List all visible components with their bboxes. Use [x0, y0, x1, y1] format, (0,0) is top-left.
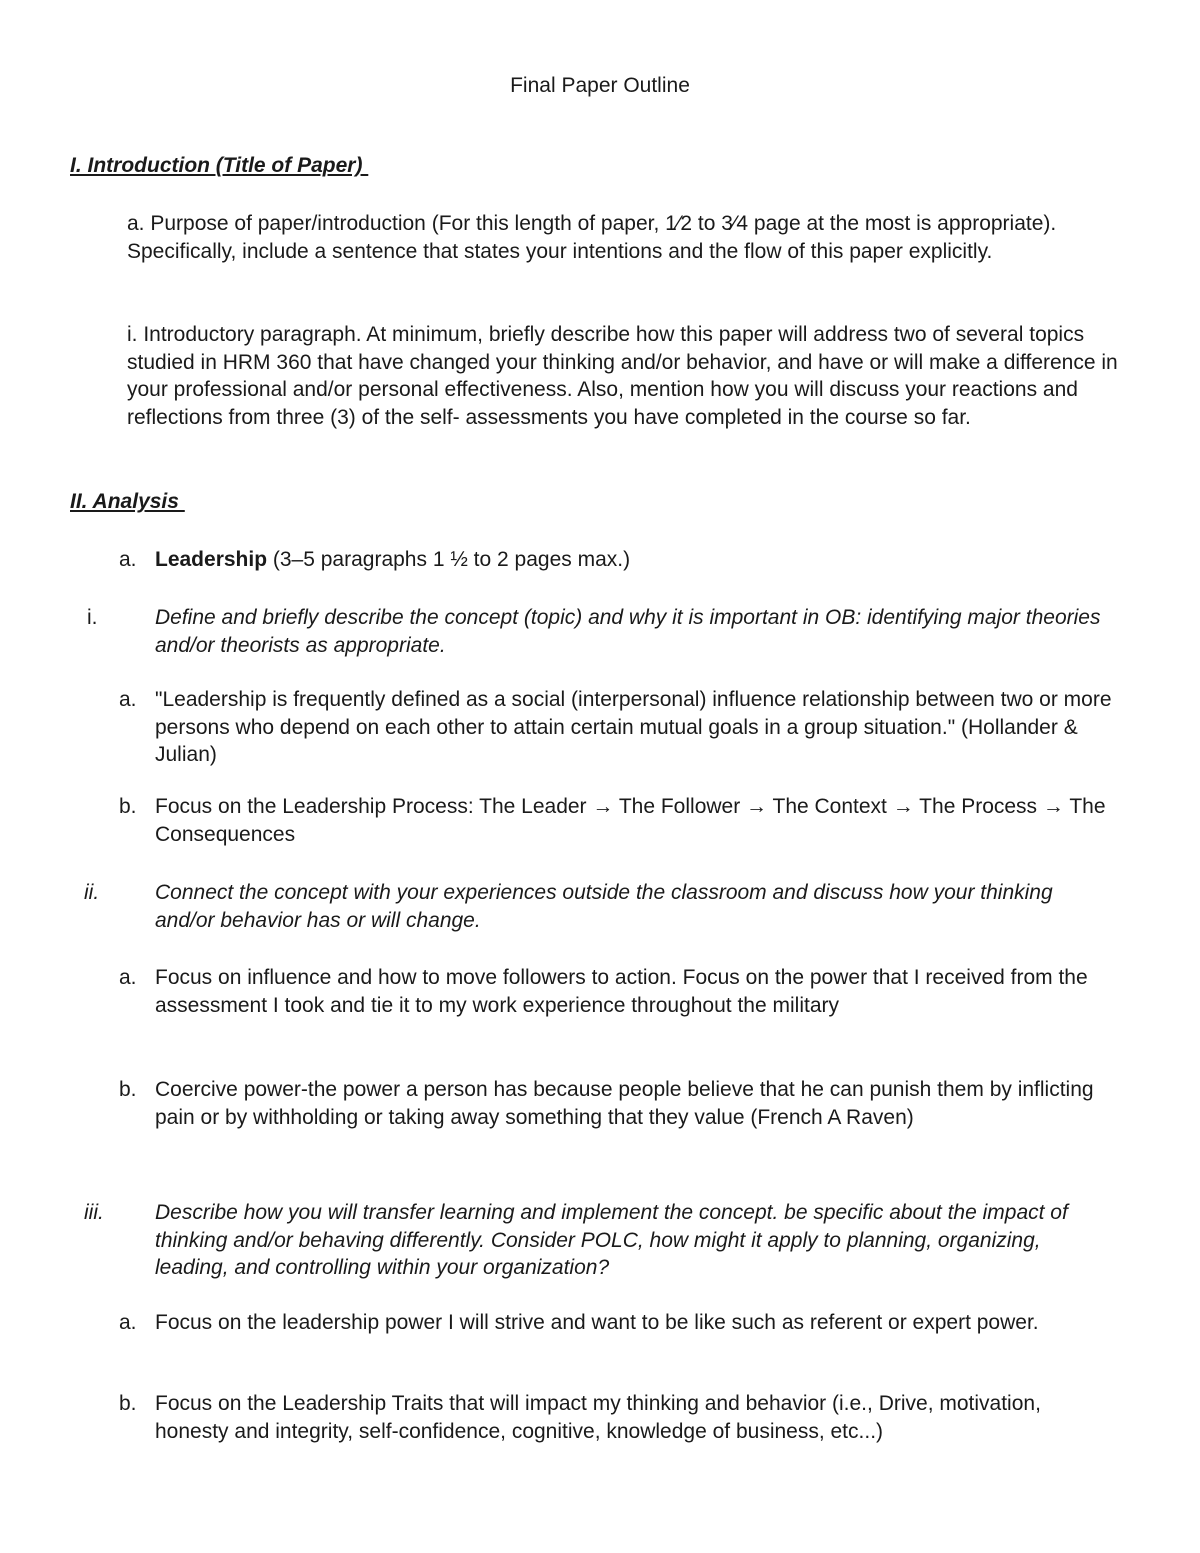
leadership-line — [155, 546, 1115, 574]
section-heading-introduction: I. Introduction (Title of Paper) — [70, 154, 369, 177]
section-heading-analysis: II. Analysis — [70, 490, 185, 513]
list-item-text: Focus on the leadership power I will strive and want to be like such as referent or expert power. — [155, 1311, 1039, 1334]
list-marker: i. — [87, 606, 98, 629]
list-marker: a. — [119, 688, 137, 711]
list-marker: b. — [119, 1078, 137, 1101]
list-item-text: Define and briefly describe the concept (topic) and why it is important in OB: identifying major theories and/or theorists as appropriate. — [155, 606, 1101, 657]
list-item-text: Coercive power-the power a person has because people believe that he can punish them by inflicting pain or by withholding or taking away something that they value (French A Raven) — [155, 1078, 1094, 1129]
list-item-text: Focus on influence and how to move followers to action. Focus on the power that I received from the assessment I took and tie it to my work experience throughout the military — [155, 966, 1088, 1017]
list-item-text: Focus on the Leadership Traits that will impact my thinking and behavior (i.e., Drive, motivation, honesty and integrity, self-confidence, cognitive, knowledge of business, etc...) — [155, 1392, 1041, 1443]
leadership-detail: (3–5 paragraphs 1 ½ to 2 pages max.) — [267, 548, 631, 571]
list-marker: a. — [119, 1311, 137, 1334]
introductory-paragraph: i. Introductory paragraph. At minimum, briefly describe how this paper will address two of several topics studied in HRM 360 that have changed your thinking and/or behavior, and have or will make a difference in your professional and/or personal effectiveness. Also, mention how you will discuss your reactions and reflections from three (3) of the self- assessments you have completed in the course so far. — [127, 323, 1118, 429]
list-marker: ii. — [84, 881, 100, 904]
list-item-text: "Leadership is frequently defined as a social (interpersonal) influence relationship between two or more persons who depend on each other to attain certain mutual goals in a group situation." (Hollander & Julian) — [155, 688, 1112, 766]
list-marker: b. — [119, 1392, 137, 1415]
list-item-text: Describe how you will transfer learning and implement the concept. be specific about the impact of thinking and/or behaving differently. Consider POLC, how might it apply to planning, organizing, leading, and controlling within your organization? — [155, 1201, 1068, 1279]
list-marker: a. — [119, 548, 137, 571]
document-title: Final Paper Outline — [510, 74, 690, 97]
list-marker: b. — [119, 795, 137, 818]
list-item-text: Focus on the Leadership Process: The Leader → The Follower → The Context → The Process → The Consequences — [155, 795, 1106, 846]
list-marker: a. — [119, 966, 137, 989]
leadership-label: Leadership — [155, 548, 268, 571]
list-item-text: Connect the concept with your experiences outside the classroom and discuss how your thinking and/or behavior has or will change. — [155, 881, 1053, 932]
purpose-paragraph: a. Purpose of paper/introduction (For this length of paper, 1⁄2 to 3⁄4 page at the most is appropriate). Specifically, include a sentence that states your intentions and the flow of this paper explicitly. — [127, 212, 1057, 263]
list-marker: iii. — [84, 1201, 104, 1224]
